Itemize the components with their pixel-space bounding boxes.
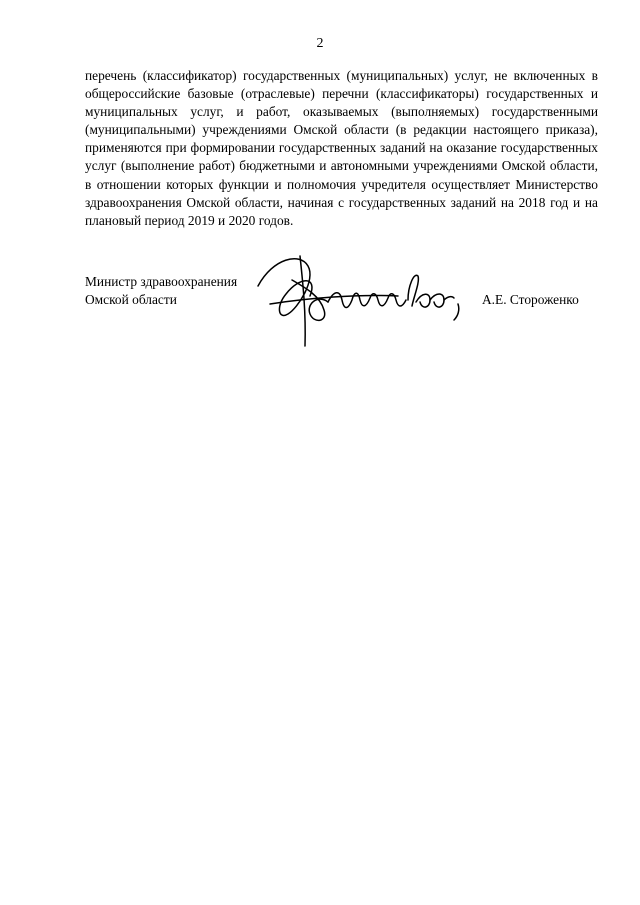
handwritten-signature-icon bbox=[248, 246, 478, 356]
signer-name: А.Е. Стороженко bbox=[482, 292, 579, 307]
signatory-position bbox=[85, 273, 237, 309]
position-title-line-2: Омской области bbox=[85, 292, 177, 307]
position-title-line-1: Министр здравоохранения bbox=[85, 274, 238, 289]
body-paragraph: перечень (классификатор) государственных (муниципальных) услуг, не включенных в общероссийские базовые (отраслевые) перечни (классификаторы) государственных и муниципальных услуг, и работ, оказываемых (выполняемых) государственными (муниципальными) учреждениями Омской области (в редакции настоящего приказа), применяются при формировании государственных заданий на оказание государственных услуг (выполнение работ) бюджетными и автономными учреждениями Омской области, в отношении которых функции и полномочия учредителя осуществляет Министерство здравоохранения Омской области, начиная с государственных заданий на 2018 год и на плановый период 2019 и 2020 годов. bbox=[85, 68, 598, 228]
page-number: 2 bbox=[316, 36, 324, 51]
